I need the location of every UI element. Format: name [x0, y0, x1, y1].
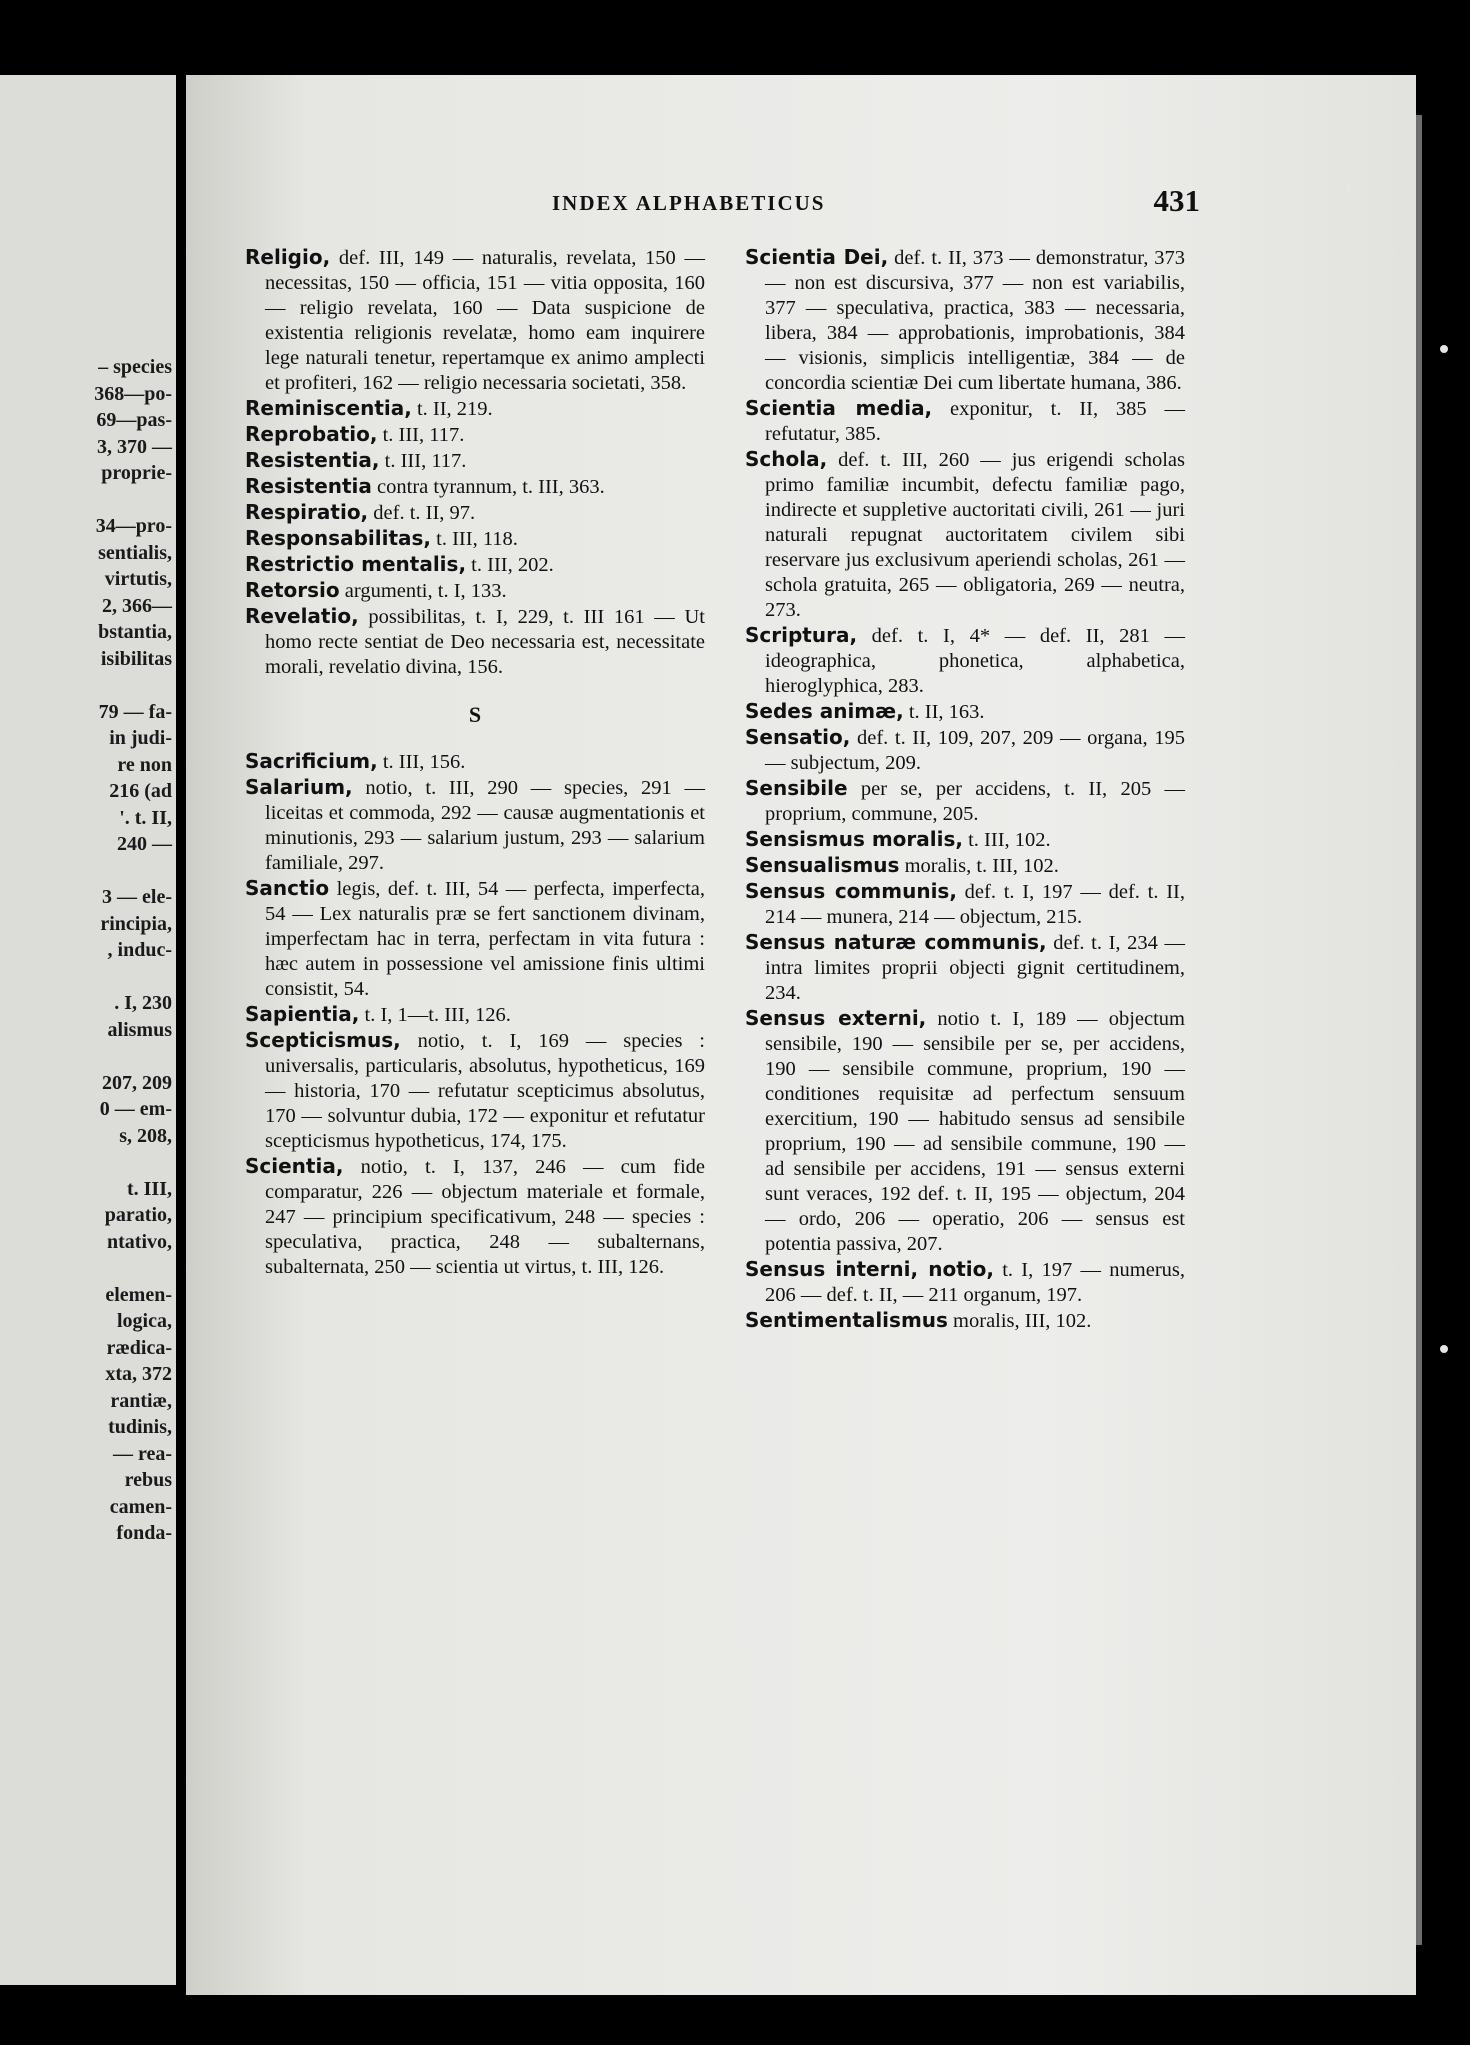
- entry-headword: Resistentia,: [245, 448, 380, 472]
- left-page-text-fragment: s, 208,: [119, 1124, 172, 1147]
- index-entry: [245, 526, 705, 552]
- entry-references: def. t. III, 260 — jus erigendi scholas primo familiæ incumbit, defectu familiæ pago, indirecte et suppletive auctoritati civili, 261 — juri naturali repugnat auctoritatem civilem sibi reservare jus exclusivum aperiendi scholas, 261 — schola gratuita, 265 — obligatoria, 269 — neutra, 273.: [765, 449, 1185, 621]
- entry-headword: Retorsio: [245, 578, 340, 602]
- index-entry: [745, 776, 1185, 827]
- index-entry: [745, 879, 1185, 930]
- index-entry: [245, 1002, 705, 1028]
- entry-references: moralis, t. III, 102.: [899, 855, 1059, 877]
- left-page-text-fragment: 3 — ele-: [102, 886, 172, 908]
- entry-references: t. III, 117.: [379, 450, 467, 472]
- index-entry: [245, 578, 705, 604]
- left-page-text-fragment: . I, 230: [114, 992, 172, 1014]
- entry-headword: Reminiscentia,: [245, 396, 412, 420]
- left-page-text-fragment: isibilitas: [100, 647, 172, 670]
- index-entry: [745, 725, 1185, 776]
- left-page-text-fragment: 34—pro-: [95, 515, 172, 537]
- entry-references: notio, t. III, 290 — species, 291 — liceitas et commoda, 292 — causæ augmentationis et minutionis, 293 — salarium justum, 293 — salarium familiale, 297.: [265, 777, 705, 874]
- entry-headword: Sensismus moralis,: [745, 827, 963, 851]
- entry-references: t. III, 202.: [466, 554, 554, 576]
- index-entry: [745, 930, 1185, 1006]
- left-page-text-fragment: 368—po-: [94, 382, 172, 405]
- entry-references: def. t. II, 373 — demonstratur, 373 — non est discursiva, 377 — non est variabilis, 377 — speculativa, practica, 383 — necessaria, libera, 384 — approbationis, improbationis, 384 — visionis, simplicis intelligentiæ, 384 — de concordia scientiæ Dei cum libertate humana, 386.: [765, 247, 1185, 394]
- entry-headword: Responsabilitas,: [245, 526, 432, 550]
- index-entry: [245, 775, 705, 876]
- entry-references: t. III, 102.: [962, 829, 1051, 851]
- index-entry: [745, 1308, 1185, 1334]
- left-page-text-fragment: 207, 209: [102, 1071, 172, 1094]
- index-entry: [745, 396, 1185, 447]
- entry-headword: Sensus naturæ communis,: [745, 930, 1047, 954]
- left-page-text-fragment: 79 — fa-: [98, 700, 172, 723]
- entry-headword: Sensus externi,: [745, 1006, 927, 1030]
- index-entry: [745, 1257, 1185, 1308]
- left-page-text-fragment: 0 — em-: [99, 1098, 172, 1120]
- left-page-text-fragment: re non: [117, 753, 172, 776]
- left-page-text-fragment: camen-: [109, 1495, 172, 1518]
- entry-headword: Sacrificium,: [245, 749, 378, 773]
- speck: [1440, 1345, 1448, 1353]
- left-page-text-fragment: – species: [98, 356, 172, 378]
- entry-headword: Scientia,: [245, 1154, 344, 1178]
- entry-references: notio, t. I, 137, 246 — cum fide comparatur, 226 — objectum materiale et formale, 247 — principium specificativum, 248 — species : speculativa, practica, 248 — subalternans, subalternata, 250 — scientia ut virtus, t. III, 126.: [265, 1156, 705, 1278]
- index-entry: [745, 447, 1185, 623]
- index-entry: [245, 422, 705, 448]
- entry-headword: Schola,: [745, 447, 828, 471]
- entry-headword: Sanctio: [245, 876, 330, 900]
- left-page-text-fragment: — rea-: [112, 1442, 172, 1465]
- left-page-text-fragment: '. t. II,: [119, 806, 172, 829]
- entry-headword: Scientia media,: [745, 396, 933, 420]
- left-page-text-fragment: , induc-: [107, 939, 172, 961]
- entry-headword: Scepticismus,: [245, 1028, 401, 1052]
- index-entry: [245, 552, 705, 578]
- entry-headword: Sapientia,: [245, 1002, 360, 1026]
- left-page-text-fragment: 3, 370 —: [97, 435, 172, 458]
- entry-headword: Religio,: [245, 245, 331, 269]
- entry-references: argumenti, t. I, 133.: [339, 580, 507, 602]
- entry-headword: Sensus communis,: [745, 879, 957, 903]
- index-entry: [245, 448, 705, 474]
- page-edge: [1416, 115, 1422, 1945]
- entry-headword: Revelatio,: [245, 604, 359, 628]
- entry-headword: Sentimentalismus: [745, 1308, 948, 1332]
- index-entry: [245, 1028, 705, 1154]
- entry-references: t. I, 197 — numerus, 206 — def. t. II, — 211 organum, 197.: [765, 1259, 1186, 1306]
- entry-references: possibilitas, t. I, 229, t. III 161 — Ut homo recte sentiat de Deo necessaria est, necessitate morali, revelatio divina, 156.: [265, 606, 705, 678]
- entry-headword: Sensus interni, notio,: [745, 1257, 994, 1281]
- left-page-text-fragment: xta, 372: [105, 1363, 172, 1385]
- index-entry: [245, 500, 705, 526]
- index-entry: [745, 245, 1185, 396]
- entry-headword: Salarium,: [245, 775, 353, 799]
- index-column-right: [745, 245, 1185, 1334]
- index-entry: [245, 245, 705, 396]
- entry-references: def. t. I, 234 — intra limites proprii objecti gignit certitudinem, 234.: [765, 932, 1185, 1004]
- entry-references: t. II, 219.: [411, 398, 493, 420]
- section-letter: S: [468, 702, 482, 727]
- entry-references: exponitur, t. II, 385 — refutatur, 385.: [765, 398, 1185, 445]
- entry-headword: Sedes animæ,: [745, 699, 904, 723]
- left-page-text-fragment: tudinis,: [108, 1416, 172, 1438]
- entry-references: def. t. I, 4* — def. II, 281 — ideographica, phonetica, alphabetica, hieroglyphica, 283.: [765, 625, 1185, 697]
- left-page-text-fragment: elemen-: [105, 1283, 172, 1306]
- index-entry: [745, 827, 1185, 853]
- entry-references: t. III, 118.: [431, 528, 518, 550]
- speck: [1345, 183, 1353, 191]
- left-page-text-fragment: paratio,: [104, 1204, 172, 1226]
- left-page-text-fragment: sentialis,: [98, 541, 172, 564]
- entry-headword: Sensibile: [745, 776, 848, 800]
- index-entry: [245, 749, 705, 775]
- index-column-left: [245, 245, 705, 1280]
- entry-references: def. III, 149 — naturalis, revelata, 150 — necessitas, 150 — officia, 151 — vitia opposita, 160 — religio revelata, 160 — Data suspicione de existentia religionis revelatæ, homo eam inquirere lege naturali tenetur, repertamque ex animo amplecti et profiteri, 162 — religio necessaria societati, 358.: [265, 247, 705, 394]
- entry-headword: Reprobatio,: [245, 422, 378, 446]
- index-entry: [745, 1006, 1185, 1257]
- running-title: INDEX ALPHABETICUS: [552, 191, 826, 215]
- left-page-text-fragment: virtutis,: [104, 568, 172, 590]
- entry-references: per se, per accidens, t. II, 205 — proprium, commune, 205.: [765, 778, 1185, 825]
- left-page-text-fragment: t. III,: [126, 1177, 172, 1200]
- index-entry: [245, 876, 705, 1002]
- entry-headword: Scriptura,: [745, 623, 858, 647]
- index-entry: [745, 853, 1185, 879]
- entry-headword: Respiratio,: [245, 500, 369, 524]
- speck: [1440, 345, 1448, 353]
- entry-references: moralis, III, 102.: [947, 1310, 1092, 1332]
- entry-references: t. III, 156.: [377, 751, 466, 773]
- entry-references: t. III, 117.: [377, 424, 465, 446]
- left-page-text-fragment: 69—pas-: [96, 409, 172, 431]
- entry-headword: Restrictio mentalis,: [245, 552, 467, 576]
- left-page-fragment: [0, 75, 176, 1985]
- index-entry: [245, 396, 705, 422]
- left-page-text-fragment: logica,: [117, 1310, 172, 1332]
- left-page-text-fragment: 240 —: [117, 833, 172, 855]
- entry-headword: Sensualismus: [745, 853, 900, 877]
- entry-headword: Sensatio,: [745, 725, 851, 749]
- entry-references: def. t. I, 197 — def. t. II, 214 — munera, 214 — objectum, 215.: [765, 881, 1185, 928]
- entry-references: contra tyrannum, t. III, 363.: [371, 476, 605, 498]
- index-entry: [745, 699, 1185, 725]
- entry-references: def. t. II, 97.: [368, 502, 476, 524]
- left-page-text-fragment: alismus: [107, 1018, 172, 1041]
- entry-references: legis, def. t. III, 54 — perfecta, imperfecta, 54 — Lex naturalis præ se fert sanctionem divinam, imperfectam hac in terra, perfectam in vita futura : hæc autem in possessione vel amissione finis ultimi consistit, 54.: [265, 878, 705, 1000]
- index-entry: [745, 623, 1185, 699]
- index-entry: [245, 474, 705, 500]
- left-page-text-fragment: fonda-: [116, 1522, 172, 1544]
- entry-references: notio t. I, 189 — objectum sensibile, 190 — sensibile per se, per accidens, 190 — sensibile commune, proprium, 190 — conditiones requisitæ ad perfectum sensuum exercitium, 190 — habitudo sensus ad sensibile proprium, 190 — ad sensibile commune, 190 — ad sensibile per accidens, 191 — sensus externi sunt veraces, 192 def. t. II, 195 — objectum, 204 — ordo, 206 — operatio, 206 — sensus est potentia passiva, 207.: [765, 1008, 1185, 1255]
- entry-references: t. I, 1—t. III, 126.: [359, 1004, 511, 1026]
- left-page-text-fragment: bstantia,: [98, 621, 172, 643]
- index-entry: [245, 1154, 705, 1280]
- left-page-text-fragment: rædica-: [106, 1336, 172, 1359]
- left-page-text-fragment: rantiæ,: [110, 1389, 172, 1412]
- left-page-text-fragment: rebus: [124, 1469, 172, 1491]
- left-page-text-fragment: ntativo,: [107, 1230, 172, 1253]
- entry-references: notio, t. I, 169 — species : universalis, particularis, absolutus, hypotheticus, 169 — historia, 170 — refutatur scepticimus absolutus, 170 — solvuntur dubia, 172 — exponitur et refutatur scepticismus hypotheticus, 174, 175.: [265, 1030, 705, 1152]
- left-page-text-fragment: in judi-: [109, 727, 172, 749]
- entry-references: t. II, 163.: [903, 701, 985, 723]
- page-number: 431: [1153, 183, 1200, 218]
- left-page-text-fragment: 2, 366—: [102, 594, 172, 617]
- entry-headword: Resistentia: [245, 474, 372, 498]
- index-entry: [245, 604, 705, 680]
- entry-references: def. t. II, 109, 207, 209 — organa, 195 — subjectum, 209.: [765, 727, 1185, 774]
- left-page-text-fragment: proprie-: [101, 462, 172, 484]
- left-page-text-fragment: rincipia,: [100, 912, 172, 935]
- page-header: [380, 183, 1200, 223]
- left-page-text-fragment: 216 (ad: [109, 780, 172, 802]
- entry-headword: Scientia Dei,: [745, 245, 889, 269]
